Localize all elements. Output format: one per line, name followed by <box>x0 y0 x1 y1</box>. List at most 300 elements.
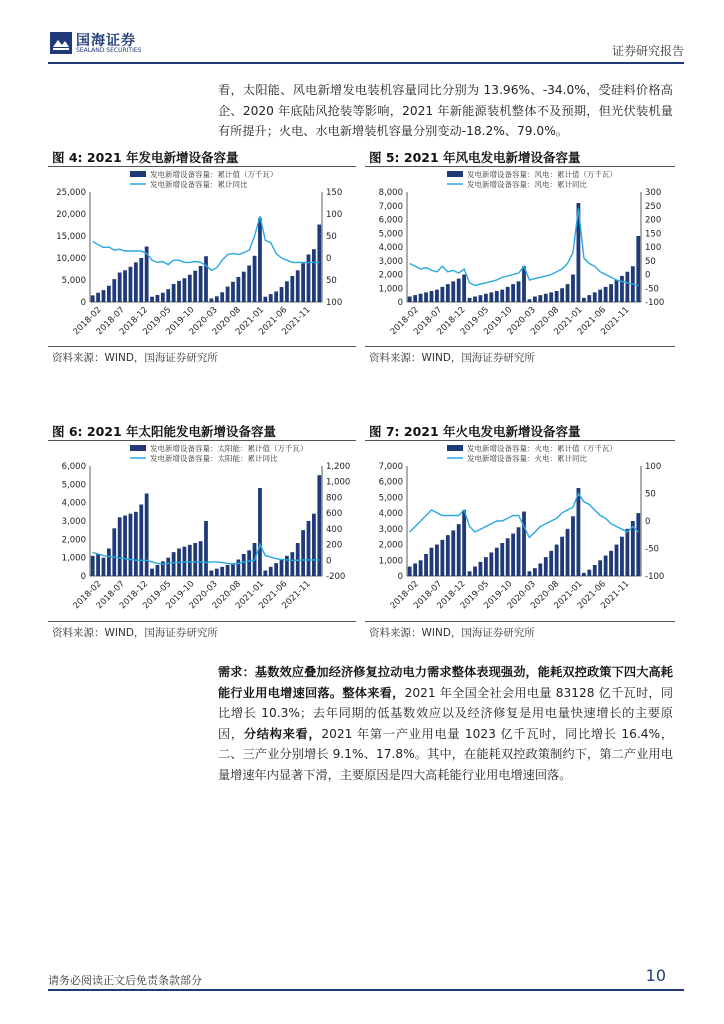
bar <box>290 552 294 576</box>
x-tick-label: 2020-08 <box>529 305 562 338</box>
intro-text: 看，太阳能、风电新增发电装机容量同比分别为 13.96%、-34.0%，受硅料价格高企、2020 年底陆风抢装等影响，2021 年新能源装机整体不及预期，但光伏装机量有所提升；火电、水电新增装机容量分别变动-18.2%、79.0%。 <box>218 83 673 138</box>
x-tick-label: 2021-01 <box>552 305 585 338</box>
x-tick-label: 2018-12 <box>435 305 468 338</box>
bar <box>430 548 434 576</box>
page-number: 10 <box>645 966 666 985</box>
demand-overall-label: 整体来看， <box>342 685 405 700</box>
header-divider <box>48 62 684 64</box>
bar <box>468 571 472 576</box>
footer-divider <box>48 989 684 991</box>
bar <box>419 560 423 576</box>
bar <box>511 284 515 302</box>
bar <box>620 537 624 576</box>
legend-label-bar: 发电新增设备容量：风电：累计值（万千瓦） <box>467 170 617 179</box>
bar <box>500 290 504 302</box>
x-tick-label: 2021-01 <box>233 305 267 338</box>
bar <box>242 272 246 302</box>
legend-label-bar: 发电新增设备容量：火电：累计值（万千瓦） <box>467 444 617 453</box>
logo-mark-icon <box>50 32 72 54</box>
bar <box>587 295 591 302</box>
footer-disclaimer: 请务必阅读正文后免责条款部分 <box>48 974 202 987</box>
bar <box>636 236 640 302</box>
bar <box>226 287 230 302</box>
bar <box>129 514 133 576</box>
x-tick-label: 2018-07 <box>412 579 445 612</box>
bar <box>183 278 187 302</box>
bar <box>598 560 602 576</box>
y-right-tick-label: -100 <box>645 298 665 308</box>
x-tick-label: 2021-11 <box>599 305 632 338</box>
bar <box>96 554 100 576</box>
bar <box>424 554 428 576</box>
bar <box>263 297 267 302</box>
y-left-tick-label: 5,000 <box>61 276 86 286</box>
y-left-tick-label: 0 <box>80 298 86 308</box>
bar <box>156 565 160 576</box>
fig4-title: 图 4: 2021 年发电新增设备容量 <box>52 150 239 165</box>
y-right-tick-label: 250 <box>645 201 662 212</box>
bar <box>296 270 300 302</box>
fig4-source: 资料来源：WIND，国海证券研究所 <box>52 352 218 364</box>
bar <box>263 571 267 577</box>
x-tick-label: 2018-02 <box>388 579 421 612</box>
x-tick-label: 2018-12 <box>435 579 468 612</box>
bar <box>226 565 230 576</box>
bar <box>247 265 251 302</box>
y-right-tick-label: 800 <box>326 493 343 504</box>
bar <box>280 287 284 302</box>
bar <box>577 488 581 576</box>
bar <box>571 275 575 303</box>
bar <box>112 279 116 302</box>
y-right-tick-label: 150 <box>645 229 662 240</box>
bar <box>280 560 284 577</box>
x-tick-label: 2021-06 <box>257 579 290 612</box>
bar <box>210 298 214 302</box>
bar <box>166 289 170 302</box>
y-right-tick-label: 50 <box>645 256 656 267</box>
bar <box>457 279 461 302</box>
x-tick-label: 2018-07 <box>94 305 127 338</box>
bar <box>522 266 526 302</box>
bar <box>549 292 553 302</box>
legend-bar-swatch <box>130 171 146 177</box>
y-left-tick-label: 6,000 <box>378 215 403 226</box>
bar <box>489 292 493 302</box>
bar <box>446 284 450 302</box>
bar <box>102 290 106 302</box>
bar <box>615 545 619 576</box>
bar <box>555 291 559 302</box>
y-right-tick-label: 1,200 <box>326 462 351 472</box>
bar <box>533 568 537 576</box>
chart-legend <box>130 443 308 463</box>
bar <box>231 282 235 302</box>
bar <box>555 545 559 576</box>
bar <box>204 256 208 302</box>
x-tick-label: 2018-07 <box>94 579 127 612</box>
y-right-tick-label: 200 <box>326 540 343 551</box>
bar <box>118 517 122 576</box>
bar <box>511 534 515 576</box>
demand-headline: 需求：基数效应叠加经济修复拉动电力需求整体表现强劲，能耗双控政策下四大高耗能行业用电增速回落。 <box>218 665 673 700</box>
bar <box>506 538 510 576</box>
x-tick-label: 2019-05 <box>141 579 174 612</box>
x-tick-label: 2021-06 <box>575 579 609 612</box>
y-left-tick-label: 25,000 <box>56 188 86 198</box>
y-left-tick-label: 5,000 <box>378 229 403 240</box>
bar <box>462 510 466 576</box>
x-tick-label: 2021-01 <box>552 579 585 612</box>
y-left-tick-label: 4,000 <box>378 509 403 520</box>
x-tick-label: 2019-05 <box>458 579 492 612</box>
bar <box>247 550 251 576</box>
intro-paragraph <box>218 80 673 142</box>
bar <box>258 488 262 576</box>
bar <box>440 540 444 576</box>
fig5-title-rule <box>365 166 675 167</box>
bar <box>199 541 203 576</box>
bar <box>312 514 316 576</box>
bar <box>236 277 240 302</box>
brand-logo <box>50 30 150 56</box>
fig5-source: 资料来源：WIND，国海证券研究所 <box>369 352 535 364</box>
bar <box>473 567 477 576</box>
x-tick-label: 2021-11 <box>280 305 313 338</box>
bar <box>462 275 466 303</box>
y-left-tick-label: 5,000 <box>61 480 86 491</box>
y-right-tick-label: 0 <box>645 517 651 527</box>
bar <box>107 549 111 577</box>
bar <box>544 557 548 576</box>
bar <box>440 287 444 302</box>
y-right-tick-label: 0 <box>645 270 651 281</box>
fig6-source: 资料来源：WIND，国海证券研究所 <box>52 627 218 639</box>
y-right-tick-label: 50 <box>645 489 656 500</box>
legend-bar-swatch <box>130 445 146 451</box>
y-right-tick-label: 100 <box>326 298 343 308</box>
bar <box>473 297 477 303</box>
y-left-tick-label: 0 <box>397 572 403 582</box>
bar <box>139 258 143 302</box>
fig6-chart <box>48 442 356 620</box>
bar <box>177 281 181 302</box>
x-tick-label: 2018-02 <box>71 305 104 338</box>
y-right-tick-label: 600 <box>326 509 343 520</box>
bar <box>625 529 629 576</box>
bar <box>102 558 106 576</box>
bar <box>156 295 160 302</box>
bar <box>123 270 127 302</box>
y-left-tick-label: 4,000 <box>378 243 403 253</box>
y-left-tick-label: 5,000 <box>378 493 403 504</box>
y-left-tick-label: 10,000 <box>56 254 86 264</box>
fig5-source-rule <box>365 346 675 347</box>
bar <box>193 543 197 576</box>
bar <box>506 287 510 302</box>
fig6-title: 图 6: 2021 年太阳能发电新增设备容量 <box>52 424 277 439</box>
y-left-tick-label: 3,000 <box>61 517 86 527</box>
bar <box>290 276 294 302</box>
bar <box>609 284 613 302</box>
y-left-tick-label: 7,000 <box>378 462 403 472</box>
y-left-tick-label: 8,000 <box>378 188 403 198</box>
bar <box>317 225 321 302</box>
logo-en: SEALAND SECURITIES <box>76 47 142 54</box>
bar <box>145 494 149 577</box>
y-left-tick-label: 1,000 <box>378 284 403 295</box>
bar <box>96 293 100 302</box>
y-left-tick-label: 2,000 <box>378 540 403 551</box>
fig7-title: 图 7: 2021 年火电发电新增设备容量 <box>369 424 581 439</box>
y-left-tick-label: 20,000 <box>56 210 86 220</box>
bar <box>560 537 564 576</box>
x-tick-label: 2018-12 <box>117 305 151 338</box>
y-right-tick-label: 100 <box>645 243 662 253</box>
x-tick-label: 2020-03 <box>187 579 220 612</box>
bar <box>242 554 246 576</box>
fig7-source: 资料来源：WIND，国海证券研究所 <box>369 627 535 639</box>
bar <box>604 287 608 302</box>
bar <box>150 297 154 302</box>
bar <box>269 567 273 576</box>
bar <box>495 291 499 302</box>
fig4-title-rule <box>48 166 356 167</box>
bar <box>538 295 542 302</box>
y-right-tick-label: 100 <box>326 210 343 220</box>
demand-paragraph <box>218 662 673 785</box>
y-left-tick-label: 2,000 <box>61 535 86 546</box>
y-left-tick-label: 0 <box>397 298 403 308</box>
y-right-tick-label: 50 <box>326 276 337 286</box>
legend-label-bar: 发电新增设备容量：累计值（万千瓦） <box>150 170 278 179</box>
legend-label-bar: 发电新增设备容量：太阳能：累计值（万千瓦） <box>150 444 308 453</box>
bar <box>484 294 488 302</box>
fig6-title-rule <box>48 440 356 441</box>
bar <box>172 284 176 302</box>
logo-cn: 国海证券 <box>76 33 136 49</box>
bar <box>468 298 472 302</box>
bar <box>166 558 170 576</box>
bar <box>419 294 423 302</box>
bar <box>538 563 542 576</box>
x-tick-label: 2019-05 <box>141 305 174 338</box>
bar <box>193 271 197 302</box>
bar <box>593 292 597 302</box>
bar <box>500 543 504 576</box>
x-tick-label: 2018-07 <box>412 305 445 338</box>
bar <box>274 291 278 302</box>
fig5-chart <box>365 168 675 346</box>
bar <box>307 254 311 302</box>
demand-structure-text: 2021 年第一产业用电量 1023 亿千瓦时，同比增长 16.4%，二、三产业分别增长 9.1%、17.8%。其中，在能耗双控政策制约下，第二产业用电量增速年内显著下滑，主要原因是四大高耗能行业用电增速回落。 <box>218 726 674 782</box>
bar <box>317 475 321 576</box>
y-left-tick-label: 3,000 <box>378 256 403 267</box>
fig7-title-rule <box>365 440 675 441</box>
bar <box>625 272 629 302</box>
bar <box>129 267 133 302</box>
bar <box>430 291 434 302</box>
fig6-source-rule <box>48 621 356 622</box>
y-left-tick-label: 15,000 <box>56 232 86 242</box>
legend-label-line: 发电新增设备容量：太阳能：累计同比 <box>150 454 278 463</box>
bar <box>609 551 613 576</box>
x-tick-label: 2021-06 <box>575 305 609 338</box>
bar <box>285 556 289 576</box>
bar <box>408 297 412 303</box>
bar <box>188 275 192 302</box>
x-tick-label: 2018-12 <box>117 579 151 612</box>
y-left-tick-label: 6,000 <box>61 462 86 472</box>
bar <box>582 298 586 302</box>
y-left-tick-label: 6,000 <box>378 477 403 488</box>
x-tick-label: 2020-03 <box>505 305 538 338</box>
x-tick-label: 2019-05 <box>458 305 492 338</box>
x-tick-label: 2020-08 <box>210 579 243 612</box>
x-tick-label: 2019-10 <box>482 579 515 612</box>
bar <box>274 563 278 576</box>
y-right-tick-label: 50 <box>326 232 337 242</box>
bar <box>220 567 224 576</box>
y-left-tick-label: 2,000 <box>378 270 403 281</box>
y-right-tick-label: 300 <box>645 188 662 198</box>
legend-bar-swatch <box>447 445 463 451</box>
bar <box>604 556 608 576</box>
bar <box>312 249 316 302</box>
bar <box>139 505 143 577</box>
bar <box>413 563 417 576</box>
bar <box>620 276 624 302</box>
legend-label-line: 发电新增设备容量：风电：累计同比 <box>467 180 587 189</box>
bar <box>134 512 138 576</box>
bar <box>408 567 412 576</box>
bar <box>451 281 455 302</box>
y-right-tick-label: 200 <box>645 215 662 226</box>
fig7-chart <box>365 442 675 620</box>
bar <box>215 296 219 302</box>
y-left-tick-label: 0 <box>80 572 86 582</box>
bar <box>413 295 417 302</box>
bar <box>220 292 224 302</box>
y-right-tick-label: 0 <box>326 254 332 264</box>
bar <box>582 573 586 576</box>
x-tick-label: 2021-06 <box>257 305 290 338</box>
legend-bar-swatch <box>447 171 463 177</box>
x-tick-label: 2021-11 <box>599 579 632 612</box>
x-tick-label: 2019-10 <box>164 579 197 612</box>
bar <box>258 218 262 302</box>
bar <box>435 290 439 302</box>
bar <box>549 551 553 576</box>
x-tick-label: 2020-08 <box>529 579 562 612</box>
demand-structure-label: 分结构来看， <box>243 726 322 741</box>
y-right-tick-label: 150 <box>326 188 343 198</box>
bar <box>118 273 122 302</box>
bar <box>489 552 493 576</box>
y-left-tick-label: 1,000 <box>378 556 403 567</box>
y-right-tick-label: 400 <box>326 524 343 535</box>
y-right-tick-label: 1,000 <box>326 477 351 488</box>
bar <box>307 521 311 576</box>
y-right-tick-label: -50 <box>645 284 659 295</box>
report-type: 证券研究报告 <box>611 44 684 58</box>
bar <box>566 284 570 302</box>
bar <box>172 552 176 576</box>
bar <box>517 281 521 302</box>
bar <box>123 516 127 577</box>
y-left-tick-label: 4,000 <box>61 498 86 509</box>
bar <box>544 294 548 302</box>
legend-label-line: 发电新增设备容量：累计同比 <box>150 180 248 189</box>
bar <box>495 548 499 576</box>
y-right-tick-label: -200 <box>326 572 346 582</box>
fig4-source-rule <box>48 346 356 347</box>
chart-legend <box>447 443 617 463</box>
chart-legend <box>130 169 278 189</box>
bar <box>479 562 483 576</box>
bar <box>566 529 570 576</box>
bar <box>484 557 488 576</box>
bar <box>91 556 95 576</box>
x-tick-label: 2021-01 <box>233 579 267 612</box>
y-right-tick-label: -100 <box>645 572 665 582</box>
bar <box>134 262 138 302</box>
bar <box>150 569 154 576</box>
x-tick-label: 2020-08 <box>210 305 243 338</box>
bar <box>285 281 289 302</box>
bar <box>107 286 111 302</box>
legend-label-line: 发电新增设备容量：火电：累计同比 <box>467 454 587 463</box>
bar <box>571 516 575 576</box>
bar <box>522 512 526 576</box>
bar <box>517 527 521 576</box>
bar <box>424 292 428 302</box>
bar <box>231 563 235 576</box>
bar <box>199 266 203 302</box>
bar <box>91 295 95 302</box>
bar <box>636 513 640 576</box>
fig7-source-rule <box>365 621 675 622</box>
x-tick-label: 2019-10 <box>164 305 197 338</box>
bar <box>210 571 214 577</box>
fig4-chart <box>48 168 356 346</box>
bar <box>479 295 483 302</box>
x-tick-label: 2020-03 <box>505 579 538 612</box>
bar <box>593 565 597 576</box>
x-tick-label: 2020-03 <box>187 305 220 338</box>
x-tick-label: 2021-11 <box>280 579 313 612</box>
bar <box>269 294 273 302</box>
bar <box>587 570 591 576</box>
bar <box>215 569 219 576</box>
bar <box>188 545 192 576</box>
bar <box>631 521 635 576</box>
bar <box>598 290 602 302</box>
y-left-tick-label: 3,000 <box>378 524 403 535</box>
y-right-tick-label: -50 <box>645 544 659 555</box>
bar <box>533 297 537 303</box>
x-tick-label: 2018-02 <box>388 305 421 338</box>
bar <box>451 530 455 576</box>
bar <box>253 256 257 302</box>
x-tick-label: 2019-10 <box>482 305 515 338</box>
bar <box>560 288 564 302</box>
fig5-title: 图 5: 2021 年风电发电新增设备容量 <box>369 150 581 165</box>
chart-legend <box>447 169 617 189</box>
bar <box>301 263 305 302</box>
bar <box>204 521 208 576</box>
bar <box>435 545 439 576</box>
